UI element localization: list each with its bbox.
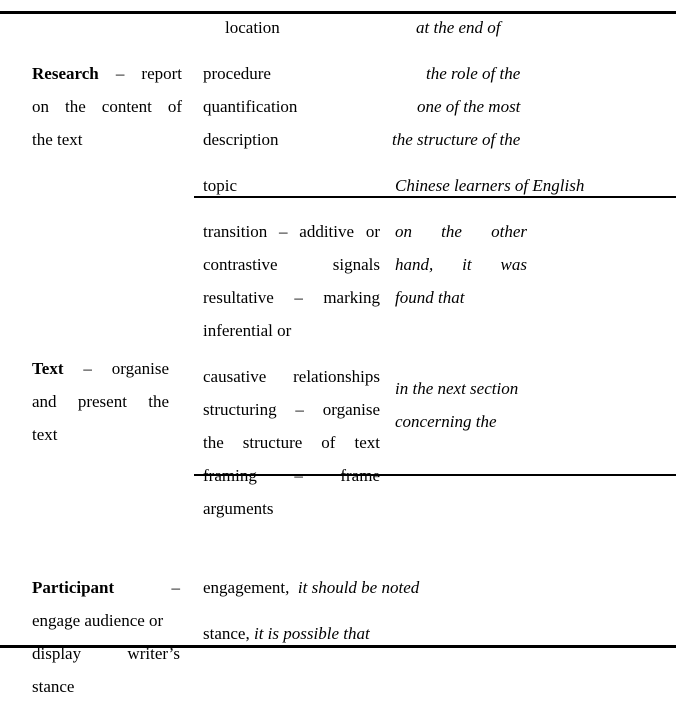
text-form-line: inferential or <box>203 321 292 340</box>
research-category-label: Research <box>32 64 99 83</box>
text-example-line: found that <box>395 288 465 307</box>
research-category-line1-rest: – report <box>115 64 183 83</box>
research-category-line2: on the content of <box>32 97 182 116</box>
research-example-procedure: the role of the <box>426 64 521 83</box>
text-form-line: arguments <box>203 499 274 518</box>
participant-row-engagement <box>203 578 419 598</box>
research-form-quantification: quantification <box>203 97 298 116</box>
research-form-topic: topic <box>203 176 237 195</box>
participant-category-line2: engage audience or <box>32 611 164 630</box>
participant-category-line1-rest: – <box>171 578 180 597</box>
participant-category-line1 <box>32 578 180 598</box>
top-form-cell: location <box>225 18 280 37</box>
participant-category-line3: display writer’s <box>32 644 180 663</box>
text-form-line: transition – additive or <box>203 222 380 241</box>
participant-form-engagement: engagement, <box>203 578 290 597</box>
text-example-line: on the other <box>395 222 527 241</box>
text-category-label: Text <box>32 359 64 378</box>
research-category-line3: the text <box>32 130 83 149</box>
research-form-description: description <box>203 130 279 149</box>
participant-example-engagement: it should be noted <box>297 578 420 597</box>
table-top-rule <box>0 11 676 14</box>
text-example-line: hand, it was <box>395 255 527 274</box>
text-form-line: resultative – marking <box>203 288 380 307</box>
text-category-line1 <box>32 359 169 379</box>
text-form-line: framing – frame <box>203 466 380 485</box>
text-example-line: concerning the <box>395 412 497 431</box>
text-example-line: in the next section <box>395 379 519 398</box>
research-example-description: the structure of the <box>392 130 521 149</box>
participant-row-stance <box>203 624 370 644</box>
text-form-line: contrastive signals <box>203 255 380 274</box>
text-category-line2: and present the <box>32 392 169 411</box>
research-form-procedure: procedure <box>203 64 271 83</box>
text-form-line: the structure of text <box>203 433 380 452</box>
participant-example-stance: it is possible that <box>253 624 370 643</box>
participant-category-label: Participant <box>32 578 115 597</box>
top-example-cell: at the end of <box>416 18 501 37</box>
text-category-line3: text <box>32 425 58 444</box>
participant-form-stance: stance, <box>203 624 250 643</box>
research-example-topic: Chinese learners of English <box>395 176 585 195</box>
participant-category-line4: stance <box>32 677 75 696</box>
research-category-line1 <box>32 64 182 84</box>
research-example-quantification: one of the most <box>417 97 521 116</box>
text-form-line: causative relationships <box>203 367 380 386</box>
text-form-line: structuring – organise <box>203 400 380 419</box>
text-category-line1-rest: – organise <box>83 359 169 378</box>
research-section-rule <box>194 196 676 198</box>
